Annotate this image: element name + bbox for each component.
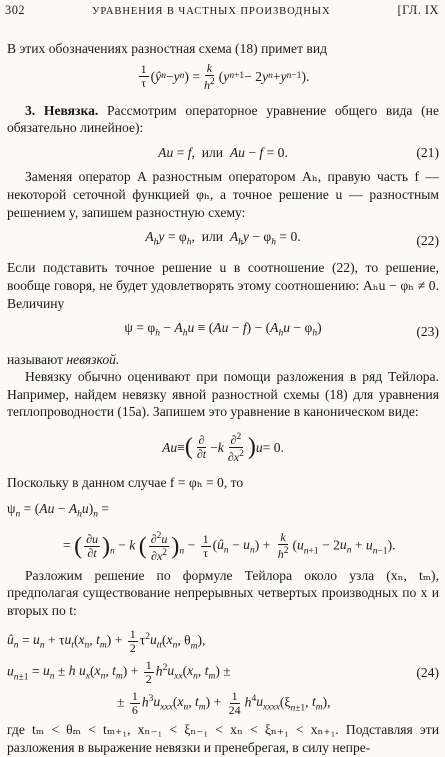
paragraph-9: где tₘ < θₘ < tₘ₊₁, xₙ₋₁ < ξₙ₋₁ < xₙ < ξₙ₊₁ < xₙ₊₁. Подставляя эти разложения в выражение невязки и пренебрегая, в силу непре- [7,722,439,756]
paragraph-5: называют невязкой. [7,351,120,367]
equation-24: $û_n = u_n + \tau u_t(x_n$, $t_m$) + $\frac{1}{2}$ $\tau^2u_{tt}(x_n$, $\theta_m$), $u_{n\pm 1} = u_n \pm h$ $u_x(x_n$, $t_m$) + $\frac{1}{2}$ $h^2u_{xx}(x_n$, $t_m$) ± ± $\frac{1}{6}$ $h^3u_{xxx}(x_n$, $t_m$) + $\frac{1}{24}$ $h^4u_{xxxx}(\xi_{n\pm 1}$, $t_m$), (24) [7,626,439,717]
paragraph-6: Невязку обычно оценивают при помощи разложения в ряд Тейлора. Например, найдем невязку явной разностной схемы (18) для уравнения теплопроводности (15а). Запишем это уравнение в каноническом виде: [7,369,439,420]
chapter-label: [ГЛ. IX [397,3,439,17]
paragraph-2: 3. Невязка. Рассмотрим операторное уравнение общего вида (не обязательно линейное): [7,102,439,136]
equation-number-23: (23) [416,323,439,339]
section-heading: 3. Невязка. [25,102,99,118]
page-body [7,40,439,757]
equation-21: Au = f, или Au − f = 0. (21) [158,144,439,160]
paragraph-7: Поскольку в данном случае f = φₕ = 0, то [7,474,244,490]
equation-residual: $\psi_n = (Au - A_hu)_n$ = = ( $\frac{\partial u}{\partial t}$ )$_n - k$ ( $\frac{\partial^2u}{\partial x^2}$ )$_n$ − $\frac{1}{\tau}$ $(û_n - u_n)$ + $\frac{k}{h^2}$ $(u_{n+1} - 2u_n + u_{n-1})$. [7,500,396,563]
page-number: 302 [5,3,26,17]
equation-number-24: (24) [416,664,439,680]
equation-number-21: (21) [416,144,439,160]
equation-heat-canonical: Au ≡ ( $\frac{\partial}{\partial t}$ − k $\frac{\partial^2}{\partial x^2}$ ) u = 0. [162,431,284,464]
paragraph-8: Разложим решение по формуле Тейлора около узла (xₙ, tₘ), предполагая существование непрерывных четвертых производных по x и вторых по t: [7,567,439,619]
running-title: УРАВНЕНИЯ В ЧАСТНЫХ ПРОИЗВОДНЫХ [92,6,331,17]
equation-22: $A_hy = \varphi_h$, или $A_hy - \varphi_h = 0$. (22) [145,229,439,248]
paragraph-3: Заменяя оператор A разностным оператором Aₕ, правую часть f — некоторой сеточной функцией φₕ, а точное решение u — разностным решением y, запишем разностную схему: [7,169,439,220]
paragraph-4: Если подставить точное решение u в соотношение (22), то решение, вообще говоря, не будет удовлетворять этому соотношению: Aₕu − φₕ ≠ 0. Величину [7,260,439,311]
paragraph-1: В этих обозначениях разностная схема (18) примет вид [7,41,328,56]
equation-number-22: (22) [416,232,439,248]
equation-scheme: $\frac{1}{\tau}$ ( ŷ n − y n ) = $\frac{k}{h^2}$ ( y n+1 − 2 y n + y n−1 ). [140,60,310,92]
equation-23: $\psi = \varphi_h - A_hu \equiv (Au - f) - (A_hu - \varphi_h)$ (23) [124,320,439,339]
page-header [5,2,439,20]
